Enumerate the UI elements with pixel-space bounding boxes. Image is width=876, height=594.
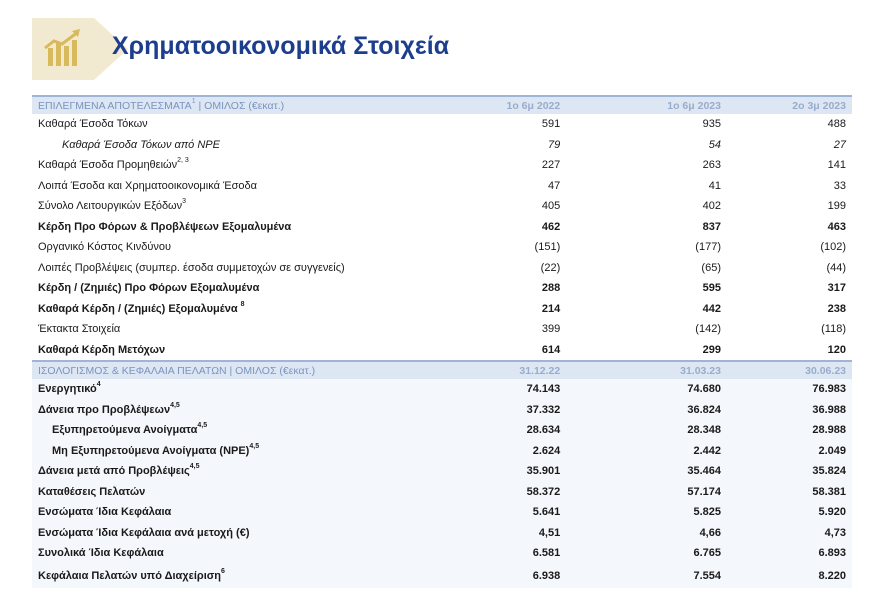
page-header [32, 18, 844, 84]
results-col3-header: 2ο 3μ 2023 [727, 96, 852, 114]
row-label-text: Λοιπές Προβλέψεις (συμπερ. έσοδα συμμετοχών σε συγγενείς) [38, 261, 345, 274]
balance-header-label: ΙΣΟΛΟΓΙΣΜΟΣ & ΚΕΦΑΛΑΙΑ ΠΕΛΑΤΩΝ | ΟΜΙΛΟΣ (€εκατ.) [32, 361, 434, 379]
row-label [32, 176, 434, 197]
row-label-text: Ενσώματα Ίδια Κεφάλαια ανά μετοχή (€) [38, 526, 250, 539]
row-label-text: Δάνεια μετά από Προβλέψεις [38, 465, 190, 478]
table-row [32, 258, 852, 279]
table-row [32, 155, 852, 176]
row-value: 238 [827, 302, 846, 315]
row-label-text: Λοιπά Έσοδα και Χρηματοοικονομικά Έσοδα [38, 179, 258, 192]
row-sup: 4,5 [189, 463, 200, 471]
row-value: 4,66 [566, 523, 727, 544]
row-value: (142) [695, 323, 721, 336]
row-label-text: Καταθέσεις Πελατών [38, 485, 146, 498]
row-value: 74.143 [434, 379, 566, 400]
row-value: 41 [708, 179, 721, 192]
row-value: (44) [826, 261, 846, 274]
row-label [32, 299, 434, 320]
row-value: 28.634 [434, 420, 566, 441]
row-value: 463 [827, 220, 846, 233]
row-value: 120 [827, 343, 846, 356]
row-value: 6.765 [566, 543, 727, 564]
row-value: 595 [702, 282, 721, 295]
row-value: 54 [708, 138, 721, 151]
row-label [32, 420, 434, 441]
row-sup: 2, 3 [177, 157, 189, 165]
row-label [32, 379, 434, 400]
row-label [32, 217, 434, 238]
row-label [32, 278, 434, 299]
row-value: 5.920 [727, 502, 852, 523]
row-sup: 8 [240, 300, 245, 308]
row-label [32, 461, 434, 482]
row-value: (22) [540, 261, 561, 274]
row-label [32, 237, 434, 258]
row-label [32, 114, 434, 135]
row-value: 488 [827, 118, 846, 131]
table-row [32, 135, 852, 156]
results-header-suffix: | ΟΜΙΛΟΣ (€εκατ.) [195, 99, 285, 112]
row-value: 442 [702, 302, 721, 315]
table-row [32, 441, 852, 462]
row-label [32, 196, 434, 217]
row-label [32, 502, 434, 523]
balance-col1-header: 31.12.22 [434, 361, 566, 379]
row-label [32, 543, 434, 564]
row-value: 79 [547, 138, 561, 151]
row-value: 5.641 [434, 502, 566, 523]
row-value: 6.938 [434, 564, 566, 588]
page-title: Χρηματοοικονομικά Στοιχεία [112, 32, 450, 60]
row-label [32, 441, 434, 462]
table-row [32, 196, 852, 217]
row-label [32, 135, 434, 156]
row-value: (151) [534, 241, 561, 254]
row-value: 837 [702, 220, 721, 233]
results-header-row [32, 96, 852, 114]
row-label-text: Δάνεια προ Προβλέψεων [38, 403, 171, 416]
row-sup: 4,5 [197, 422, 208, 430]
balance-section [32, 361, 852, 588]
row-value: 47 [547, 179, 561, 192]
row-value: 591 [541, 118, 561, 131]
row-label [32, 564, 434, 588]
row-value: 4,73 [727, 523, 852, 544]
table-row [32, 217, 852, 238]
row-value: 6.581 [434, 543, 566, 564]
row-value: 199 [827, 200, 846, 213]
table-row [32, 114, 852, 135]
results-header-text: ΕΠΙΛΕΓΜΕΝΑ ΑΠΟΤΕΛΕΣΜΑΤΑ [38, 99, 192, 112]
row-label [32, 155, 434, 176]
results-col1-header: 1ο 6μ 2022 [434, 96, 566, 114]
row-label-text: Ενσώματα Ίδια Κεφάλαια [38, 506, 172, 519]
table-row [32, 237, 852, 258]
row-value: 402 [702, 200, 721, 213]
row-label-text: Κεφάλαια Πελατών υπό Διαχείριση [38, 569, 222, 582]
table-row [32, 379, 852, 400]
row-sup: 4 [96, 381, 101, 389]
row-value: 4,51 [434, 523, 566, 544]
row-value: 462 [541, 220, 561, 233]
row-value: 299 [702, 343, 721, 356]
row-value: 35.824 [727, 461, 852, 482]
balance-header-row [32, 361, 852, 379]
row-value: 58.372 [434, 482, 566, 503]
row-value: 263 [702, 159, 721, 172]
row-label [32, 482, 434, 503]
row-sup: 4,5 [170, 401, 180, 409]
row-value: 35.464 [566, 461, 727, 482]
row-sup: 6 [221, 567, 225, 575]
table-row [32, 523, 852, 544]
table-row [32, 482, 852, 503]
row-value: 614 [541, 343, 561, 356]
row-value: 7.554 [566, 564, 727, 588]
table-row [32, 278, 852, 299]
financial-table [32, 95, 852, 588]
row-value: 405 [541, 200, 561, 213]
table-row [32, 319, 852, 340]
row-label-text: Καθαρά Έσοδα Προμηθειών [38, 159, 178, 172]
row-label-text: Συνολικά Ίδια Κεφάλαια [38, 547, 164, 560]
row-value: 2.624 [434, 441, 566, 462]
row-value: 8.220 [727, 564, 852, 588]
logo [32, 18, 94, 80]
row-value: 2.442 [566, 441, 727, 462]
balance-col2-header: 31.03.23 [566, 361, 727, 379]
row-label [32, 319, 434, 340]
row-value: 36.988 [727, 400, 852, 421]
row-value: 36.824 [566, 400, 727, 421]
row-value: 6.893 [727, 543, 852, 564]
row-label-text: Καθαρά Έσοδα Τόκων [38, 118, 148, 131]
row-value: 2.049 [727, 441, 852, 462]
row-value: 58.381 [727, 482, 852, 503]
row-label-text: Μη Εξυπηρετούμενα Ανοίγματα (NPE) [52, 444, 250, 457]
table-row [32, 340, 852, 362]
row-value: (177) [695, 241, 721, 254]
results-col2-header: 1ο 6μ 2023 [566, 96, 727, 114]
row-sup: 4,5 [249, 442, 260, 450]
row-label [32, 340, 434, 362]
row-label-text: Σύνολο Λειτουργικών Εξόδων [38, 200, 183, 213]
row-value: 935 [702, 118, 721, 131]
table-row [32, 502, 852, 523]
row-value: 5.825 [566, 502, 727, 523]
row-label [32, 258, 434, 279]
row-value: 141 [827, 159, 846, 172]
row-label-text: Καθαρά Έσοδα Τόκων από NPE [62, 138, 220, 151]
row-label-text: Καθαρά Κέρδη / (Ζημιές) Εξομαλυμένα [38, 302, 238, 315]
row-value: 227 [541, 159, 561, 172]
row-value: 76.983 [727, 379, 852, 400]
row-value: 399 [541, 323, 561, 336]
row-value: 33 [833, 179, 846, 192]
row-label [32, 523, 434, 544]
row-label [32, 400, 434, 421]
row-label-text: Καθαρά Κέρδη Μετόχων [38, 343, 166, 356]
row-label-text: Οργανικό Κόστος Κινδύνου [38, 241, 171, 254]
results-header-sup: 1 [191, 97, 196, 105]
row-label-text: Ενεργητικό [38, 383, 97, 396]
row-value: 288 [541, 282, 561, 295]
table-row [32, 461, 852, 482]
table-row [32, 299, 852, 320]
results-section [32, 96, 852, 361]
balance-col3-header: 30.06.23 [727, 361, 852, 379]
row-value: 74.680 [566, 379, 727, 400]
row-label-text: Εξυπηρετούμενα Ανοίγματα [52, 424, 198, 437]
row-value: 35.901 [434, 461, 566, 482]
row-value: 27 [833, 138, 846, 151]
results-header-label [32, 96, 434, 114]
row-label-text: Κέρδη Προ Φόρων & Προβλέψεων Εξομαλυμένα [38, 220, 292, 233]
row-value: 57.174 [566, 482, 727, 503]
row-sup: 3 [182, 198, 187, 206]
table-row [32, 176, 852, 197]
row-value: (65) [701, 261, 721, 274]
row-value: 37.332 [434, 400, 566, 421]
table-row [32, 543, 852, 564]
row-value: 317 [827, 282, 846, 295]
row-label-text: Έκτακτα Στοιχεία [38, 323, 121, 336]
table-row [32, 564, 852, 588]
row-value: 28.348 [566, 420, 727, 441]
row-value: (118) [821, 323, 846, 336]
row-value: 28.988 [727, 420, 852, 441]
table-row [32, 400, 852, 421]
table-row [32, 420, 852, 441]
row-value: (102) [820, 241, 846, 254]
row-value: 214 [541, 302, 561, 315]
bar-chart-icon [32, 18, 94, 80]
row-label-text: Κέρδη / (Ζημιές) Προ Φόρων Εξομαλυμένα [38, 282, 260, 295]
